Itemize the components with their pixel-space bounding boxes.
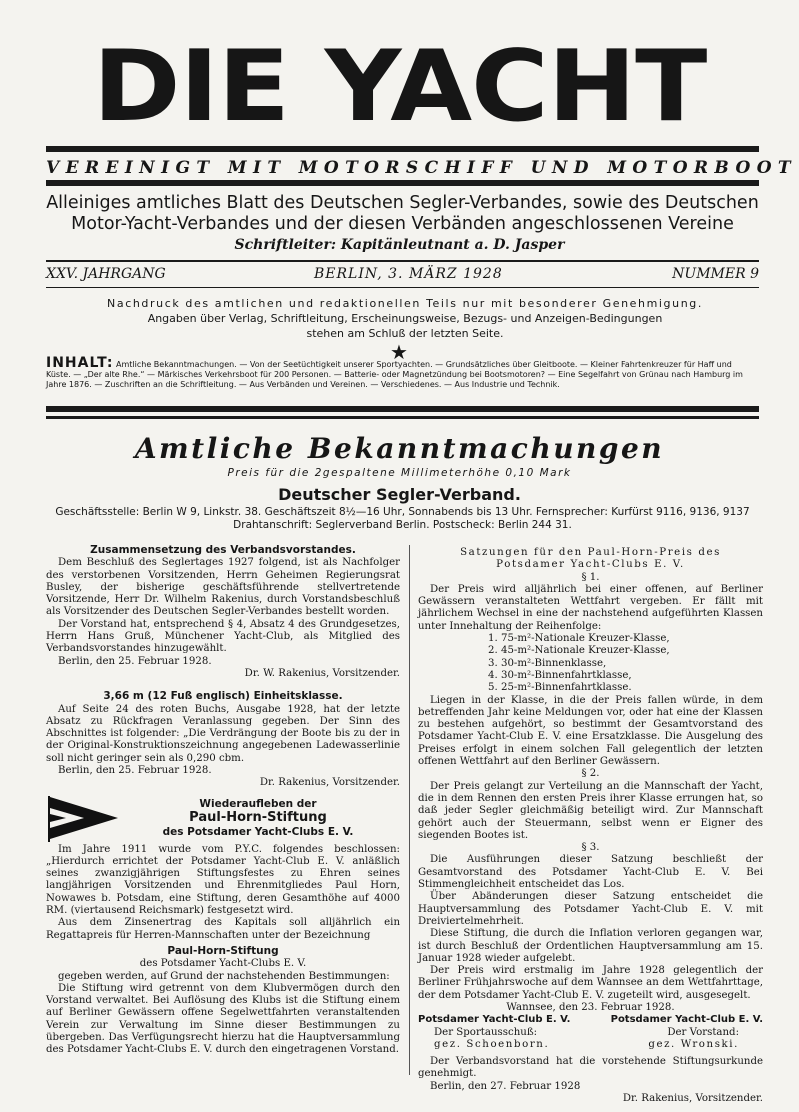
contact-line-1: Geschäftsstelle: Berlin W 9, Linkstr. 38. Geschäftszeit 8½—16 Uhr, Sonnabends bis 13 Uhr. Fernsprecher: Kurfürst 9116, 9136, 9137 [55,506,750,518]
paragraph: Der Verbandsvorstand hat die vorstehende Stiftungsurkunde genehmigt. [418,1056,763,1080]
satzung-title-1: Satzungen für den Paul-Horn-Preis des [460,547,721,558]
class-list-item: 4. 30-m²-Binnenfahrtklasse, [488,669,632,681]
paragraph: Die Ausführungen dieser Satzung beschließt der Gesamtvorstand des Potsdamer Yacht-Club E. V. Bei Stimmengleichheit entscheidet das Los. [418,854,763,891]
signature-names [418,1039,763,1051]
club-a: Potsdamer Yacht-Club E. V. [418,1014,571,1026]
class-list-item: 3. 30-m²-Binnenklasse, [488,657,607,669]
date-line: Berlin, den 27. Februar 1928 [430,1080,581,1092]
name-b: gez. Wronski. [648,1038,739,1050]
role-b: Der Vorstand: [667,1026,739,1038]
date-line: Wannsee, den 23. Februar 1928. [506,1001,675,1013]
paragraph: Aus dem Zinsenertrag des Kapitals soll alljährlich ein Regattapreis für Herren-Mannschaften unter der Bezeichnung [46,917,400,941]
paragraph-number: § 3. [581,842,600,854]
club-b: Potsdamer Yacht-Club E. V. [610,1014,763,1026]
paragraph-number: § 1. [581,571,600,583]
paragraph: Der Preis wird erstmalig im Jahre 1928 gelegentlich der Berliner Frühjahrswoche auf dem Wannsee an dem Wettfahrttage, der dem Potsdamer Yacht-Club E. V. zugeteilt wird, ausgesegelt. [418,965,763,1001]
notice-line-2: Angaben über Verlag, Schriftleitung, Erscheinungsweise, Bezugs- und Anzeigen-Bedingungen [147,312,663,325]
star-ornament: ★ [390,340,408,364]
paragraph: Der Preis wird alljährlich bei einer offenen, auf Berliner Gewässern veranstalteten Wettfahrt vergeben. Er fällt mit jährlichem Wechsel in eine der nachstehend aufgeführten Klassen unter Innehaltung der Reihenfolge: [418,583,763,632]
class-list-item: 1. 75-m²-Nationale Kreuzer-Klasse, [488,633,670,645]
satzung-title-2: Potsdamer Yacht-Clubs E. V. [496,559,685,571]
notice-line-1: Nachdruck des amtlichen und redaktionellen Teils nur mit besonderer Genehmigung. [107,297,703,310]
notice-line-3: stehen am Schluß der letzten Seite. [306,327,504,340]
issue-rule-top [46,260,759,262]
official-line-2: Motor-Yacht-Verbandes und der diesen Verbänden angeschlossenen Vereine [71,214,734,234]
issue-number: NUMMER 9 [672,266,759,282]
date-line: Berlin, den 25. Februar 1928. [58,765,212,777]
class-list-item: 5. 25-m²-Binnenfahrtklasse. [488,682,632,694]
right-column [418,547,763,1105]
heading-stiftung-2: Paul-Horn-Stiftung [167,944,279,957]
section-title: Amtliche Bekanntmachungen [134,432,665,465]
editor-line: Schriftleiter: Kapitänleutnant a. D. Jasper [234,237,565,253]
paragraph: Über Abänderungen dieser Satzung entscheidet die Hauptversammlung des Potsdamer Yacht-Club E. V. mit Dreiviertelmehrheit. [418,891,763,927]
official-paper-statement [46,193,759,235]
signature-clubs [418,1014,763,1026]
heading-vorstand: Zusammensetzung des Verbandsvorstandes. [90,544,356,556]
signature: Dr. Rakenius, Vorsitzender. [259,777,400,789]
heading-wiederaufleben: Wiederaufleben der [199,797,317,810]
masthead-rule-bottom [46,180,759,186]
paragraph: Dem Beschluß des Seglertages 1927 folgend, ist als Nachfolger des verstorbenen Vorsitzenden, Herrn Geheimen Regierungsrat Busley, der bisherige geschäftsführende stellvertretende Vorsitzende, Herr Dr. Wilhelm Rakenius, durch Vorstandsbeschluß als Vorsitzender des Deutschen Segler-Verbandes bestellt worden. [46,557,400,618]
contact-line-2: Drahtanschrift: Seglerverband Berlin. Postscheck: Berlin 244 31. [233,519,572,531]
signature-roles [418,1027,763,1039]
heading-stiftung: Paul-Horn-Stiftung [189,809,327,825]
name-a: gez. Schoenborn. [434,1038,550,1050]
paragraph: Liegen in der Klasse, in die der Preis fallen würde, in dem betreffenden Jahr keine Meldungen vor, oder hat eine der Klassen zu bestehen aufgehört, so bestimmt der Gesamtvorstand des Potsdamer Yacht-Club E. V. eine Ersatzklasse. Die Ausgelung des Preises erfolgt in einem solchen Fall gelegentlich der letzten offenen Wettfahrt auf den Berliner Gewässern. [418,694,763,768]
heading-club: des Potsdamer Yacht-Clubs E. V. [162,826,354,839]
heading-einheitsklasse: 3,66 m (12 Fuß englisch) Einheitsklasse. [103,690,343,703]
contents-rule-2 [46,416,759,419]
masthead-subtitle: VEREINIGT MIT MOTORSCHIFF UND MOTORBOOT [46,158,797,178]
verband-heading: Deutscher Segler-Verband. [278,485,521,504]
verband-contact [46,506,759,532]
role-a: Der Sportausschuß: [434,1026,538,1038]
ad-price: Preis für die 2gespaltene Millimeterhöhe 0,10 Mark [227,467,572,479]
column-divider [409,545,410,1075]
paragraph: Der Preis gelangt zur Verteilung an die Mannschaft der Yacht, die in dem Rennen den ersten Preis ihrer Klasse errungen hat, so daß jeder Segler gleichmäßig beteiligt wird. Zur Mannschaft gehört auch der Steuermann, selbst wenn er Eigner des siegenden Bootes ist. [418,780,763,841]
paragraph: gegeben werden, auf Grund der nachstehenden Bestimmungen: [58,970,390,982]
club-pennant-icon [46,794,120,842]
issue-rule-bottom [46,287,759,288]
masthead-title: DIE YACHT [92,30,707,144]
contents-text: Amtliche Bekanntmachungen. — Von der Seetüchtigkeit unserer Sportyachten. — Grundsätzliches über Gleitboote. — Kleiner Fahrtenkreuzer für Haff und Küste. — „Der alte Rhe.“ — Märkisches Verkehrsboot für 200 Personen. — Batterie- oder Magnetzündung bei Bootsmotoren? — Eine Segelfahrt von Grünau nach Hamburg im Jahre 1876. — Zuschriften an die Schriftleitung. — Aus Verbänden und Vereinen. — Verschiedenes. — Aus Industrie und Technik. [46,360,743,389]
paragraph: Auf Seite 24 des roten Buchs, Ausgabe 1928, hat der letzte Absatz zu Rückfragen Veranlassung gegeben. Der Sinn des Abschnittes ist folgender: „Die Verdrängung der Boote bis zu der in der Original-Konstruktionszeichnung angegebenen Ladewasserlinie soll nicht geringer sein als 0,290 cbm. [46,703,400,764]
contents-label: INHALT: [46,355,114,371]
paragraph-number: § 2. [581,768,600,780]
contents [46,355,759,390]
paragraph: Der Vorstand hat, entsprechend § 4, Absatz 4 des Grundgesetzes, Herrn Hans Gruß, Münchener Yacht-Club, als Mitglied des Verbandsvorstandes hinzugewählt. [46,618,400,655]
masthead-rule-top [46,146,759,152]
date-line: Berlin, den 25. Februar 1928. [58,655,212,667]
paragraph: Die Stiftung wird getrennt von dem Klubvermögen durch den Vorstand verwaltet. Bei Auflösung des Klubs ist die Stiftung einem auf Berliner Gewässern offene Segelwettfahrten veranstaltenden Verein zur Verwaltung im Sinne dieser Bestimmungen zu übergeben. Das Verfügungsrecht hierzu hat die Hauptversammlung des Potsdamer Yacht-Clubs E. V. durch den eingetragenen Vorstand. [46,982,400,1056]
place-date: BERLIN, 3. MÄRZ 1928 [314,266,503,282]
official-line-1: Alleiniges amtliches Blatt des Deutschen Segler-Verbandes, sowie des Deutschen [46,193,759,213]
volume: XXV. JAHRGANG [46,266,166,282]
paragraph: Im Jahre 1911 wurde vom P.Y.C. folgendes beschlossen: „Hierdurch errichtet der Potsdamer Yacht-Club E. V. anläßlich seines zwanzigjährigen Stiftungsfestes zu Ehren seines langjährigen Vorsitzenden und Ehrenmitgliedes Paul Horn, Nowawes b. Potsdam, eine Stiftung, deren Gesamthöhe auf 4000 RM. (viertausend Reichsmark) festgesetzt wird. [46,843,400,917]
reprint-notice [60,296,750,341]
paragraph: Diese Stiftung, die durch die Inflation verloren gegangen war, ist durch Beschluß der Ordentlichen Hauptversammlung am 15. Januar 1928 wieder aufgelebt. [418,928,763,964]
class-list-item: 2. 45-m²-Nationale Kreuzer-Klasse, [488,645,670,657]
signature: Dr. Rakenius, Vorsitzender. [622,1093,763,1105]
contents-rule-1 [46,406,759,412]
signature: Dr. W. Rakenius, Vorsitzender. [244,667,400,679]
club-line: des Potsdamer Yacht-Clubs E. V. [139,958,307,970]
